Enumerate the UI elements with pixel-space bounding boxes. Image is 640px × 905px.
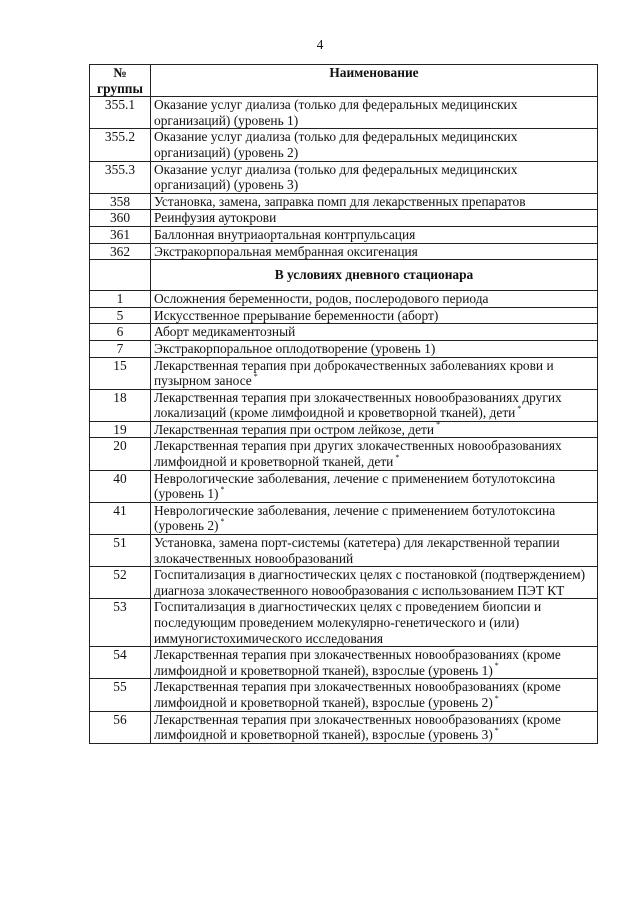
group-number-cell: 55 bbox=[90, 679, 151, 711]
table-row bbox=[90, 357, 598, 389]
group-name-text: Госпитализация в диагностических целях с проведением биопсии и последующим проведением молекулярно-генетического и (или) иммуногистохимического исследования bbox=[154, 599, 542, 646]
group-name-text: Лекарственная терапия при злокачественных новообразованиях других локализаций (кроме лимфоидной и кроветворной тканей), дети bbox=[154, 389, 562, 421]
table-row bbox=[90, 535, 598, 567]
group-name-cell bbox=[151, 421, 598, 438]
table-row bbox=[90, 567, 598, 599]
group-number-cell: 7 bbox=[90, 340, 151, 357]
group-name-cell bbox=[151, 226, 598, 243]
table-row bbox=[90, 502, 598, 534]
footnote-asterisk: * bbox=[220, 484, 225, 494]
table-row bbox=[90, 161, 598, 193]
group-number-cell: 360 bbox=[90, 210, 151, 227]
group-name-cell bbox=[151, 438, 598, 470]
table-body-day-hospital bbox=[90, 291, 598, 744]
table-row bbox=[90, 210, 598, 227]
group-name-text: Лекарственная терапия при доброкачественных заболеваниях крови и пузырном заносе bbox=[154, 357, 554, 389]
table-row bbox=[90, 129, 598, 161]
group-name-text: Неврологические заболевания, лечение с применением ботулотоксина (уровень 2) bbox=[154, 502, 556, 534]
table-row bbox=[90, 421, 598, 438]
group-name-cell bbox=[151, 324, 598, 341]
group-name-cell bbox=[151, 97, 598, 129]
group-name-cell bbox=[151, 535, 598, 567]
group-name-text: Экстракорпоральное оплодотворение (уровень 1) bbox=[154, 340, 436, 356]
group-number-cell: 53 bbox=[90, 599, 151, 647]
table-row bbox=[90, 340, 598, 357]
group-name-text: Баллонная внутриаортальная контрпульсация bbox=[154, 226, 416, 242]
group-number-cell: 355.2 bbox=[90, 129, 151, 161]
group-number-cell: 362 bbox=[90, 243, 151, 260]
header-name: Наименование bbox=[151, 65, 598, 97]
table-header-row bbox=[90, 65, 598, 97]
table-row bbox=[90, 226, 598, 243]
group-name-cell bbox=[151, 307, 598, 324]
group-name-text: Оказание услуг диализа (только для федеральных медицинских организаций) (уровень 3) bbox=[154, 161, 518, 193]
table-section bbox=[90, 260, 598, 291]
group-name-cell bbox=[151, 161, 598, 193]
group-name-cell bbox=[151, 193, 598, 210]
footnote-asterisk: * bbox=[436, 420, 441, 430]
table-row bbox=[90, 243, 598, 260]
table-row bbox=[90, 97, 598, 129]
group-number-cell: 5 bbox=[90, 307, 151, 324]
groups-table bbox=[89, 64, 598, 744]
footnote-asterisk: * bbox=[494, 693, 499, 703]
group-name-cell bbox=[151, 599, 598, 647]
group-name-cell bbox=[151, 389, 598, 421]
group-name-cell bbox=[151, 647, 598, 679]
group-name-text: Искусственное прерывание беременности (аборт) bbox=[154, 307, 439, 323]
group-number-cell: 56 bbox=[90, 711, 151, 743]
group-name-text: Оказание услуг диализа (только для федеральных медицинских организаций) (уровень 2) bbox=[154, 129, 518, 160]
group-name-cell bbox=[151, 291, 598, 308]
footnote-asterisk: * bbox=[253, 371, 258, 381]
group-name-cell bbox=[151, 679, 598, 711]
group-number-cell: 20 bbox=[90, 438, 151, 470]
group-name-cell bbox=[151, 340, 598, 357]
footnote-asterisk: * bbox=[494, 661, 499, 671]
group-number-cell: 6 bbox=[90, 324, 151, 341]
footnote-asterisk: * bbox=[395, 452, 400, 462]
group-name-cell bbox=[151, 357, 598, 389]
group-number-cell: 51 bbox=[90, 535, 151, 567]
group-name-text: Оказание услуг диализа (только для федеральных медицинских организаций) (уровень 1) bbox=[154, 97, 518, 128]
table-row bbox=[90, 647, 598, 679]
section-empty-cell bbox=[90, 260, 151, 291]
table-row bbox=[90, 193, 598, 210]
group-name-cell bbox=[151, 502, 598, 534]
group-name-text: Лекарственная терапия при злокачественных новообразованиях (кроме лимфоидной и кроветворной тканей), взрослые (уровень 3) bbox=[154, 711, 561, 743]
group-number-cell: 355.1 bbox=[90, 97, 151, 129]
header-group-number bbox=[90, 65, 151, 97]
group-name-cell bbox=[151, 567, 598, 599]
footnote-asterisk: * bbox=[494, 725, 499, 735]
group-number-cell: 41 bbox=[90, 502, 151, 534]
group-name-text: Лекарственная терапия при других злокачественных новообразованиях лимфоидной и кроветворной тканей, дети bbox=[154, 438, 562, 470]
group-name-text: Установка, замена порт-системы (катетера) для лекарственной терапии злокачественных новообразований bbox=[154, 535, 560, 566]
group-name-text: Лекарственная терапия при злокачественных новообразованиях (кроме лимфоидной и кроветворной тканей), взрослые (уровень 2) bbox=[154, 679, 561, 710]
group-name-text: Установка, замена, заправка помп для лекарственных препаратов bbox=[154, 193, 526, 209]
group-number-cell: 15 bbox=[90, 357, 151, 389]
group-number-cell: 54 bbox=[90, 647, 151, 679]
group-number-cell: 358 bbox=[90, 193, 151, 210]
group-number-cell: 40 bbox=[90, 470, 151, 502]
group-number-cell: 18 bbox=[90, 389, 151, 421]
footnote-asterisk: * bbox=[220, 516, 225, 526]
section-title: В условиях дневного стационара bbox=[151, 260, 598, 291]
header-number-sign: № bbox=[113, 65, 127, 80]
footnote-asterisk: * bbox=[517, 403, 522, 413]
group-name-text: Экстракорпоральная мембранная оксигенация bbox=[154, 243, 418, 259]
table-row bbox=[90, 389, 598, 421]
group-name-cell bbox=[151, 210, 598, 227]
group-name-cell bbox=[151, 711, 598, 743]
group-number-cell: 52 bbox=[90, 567, 151, 599]
page-number: 4 bbox=[316, 37, 324, 52]
table-body-top bbox=[90, 97, 598, 260]
table-row bbox=[90, 438, 598, 470]
group-number-cell: 19 bbox=[90, 421, 151, 438]
group-name-cell bbox=[151, 470, 598, 502]
group-name-text: Реинфузия аутокрови bbox=[154, 210, 277, 226]
table-row bbox=[90, 599, 598, 647]
group-name-text: Аборт медикаментозный bbox=[154, 324, 296, 340]
group-number-cell: 361 bbox=[90, 226, 151, 243]
table-row bbox=[90, 291, 598, 308]
group-name-text: Лекарственная терапия при злокачественных новообразованиях (кроме лимфоидной и кроветворной тканей), взрослые (уровень 1) bbox=[154, 647, 561, 678]
group-name-cell bbox=[151, 129, 598, 161]
group-number-cell: 1 bbox=[90, 291, 151, 308]
table-row bbox=[90, 711, 598, 743]
group-name-text: Лекарственная терапия при остром лейкозе, дети bbox=[154, 421, 435, 437]
table-row bbox=[90, 324, 598, 341]
group-name-text: Госпитализация в диагностических целях с постановкой (подтверждением) диагноза злокачественного новообразования с использованием ПЭТ КТ bbox=[154, 567, 586, 598]
group-number-cell: 355.3 bbox=[90, 161, 151, 193]
table-row bbox=[90, 307, 598, 324]
section-row bbox=[90, 260, 598, 291]
table-row bbox=[90, 679, 598, 711]
header-group-word: группы bbox=[97, 80, 143, 96]
group-name-text: Неврологические заболевания, лечение с применением ботулотоксина (уровень 1) bbox=[154, 470, 556, 502]
table-row bbox=[90, 470, 598, 502]
group-name-cell bbox=[151, 243, 598, 260]
group-name-text: Осложнения беременности, родов, послеродового периода bbox=[154, 291, 489, 307]
